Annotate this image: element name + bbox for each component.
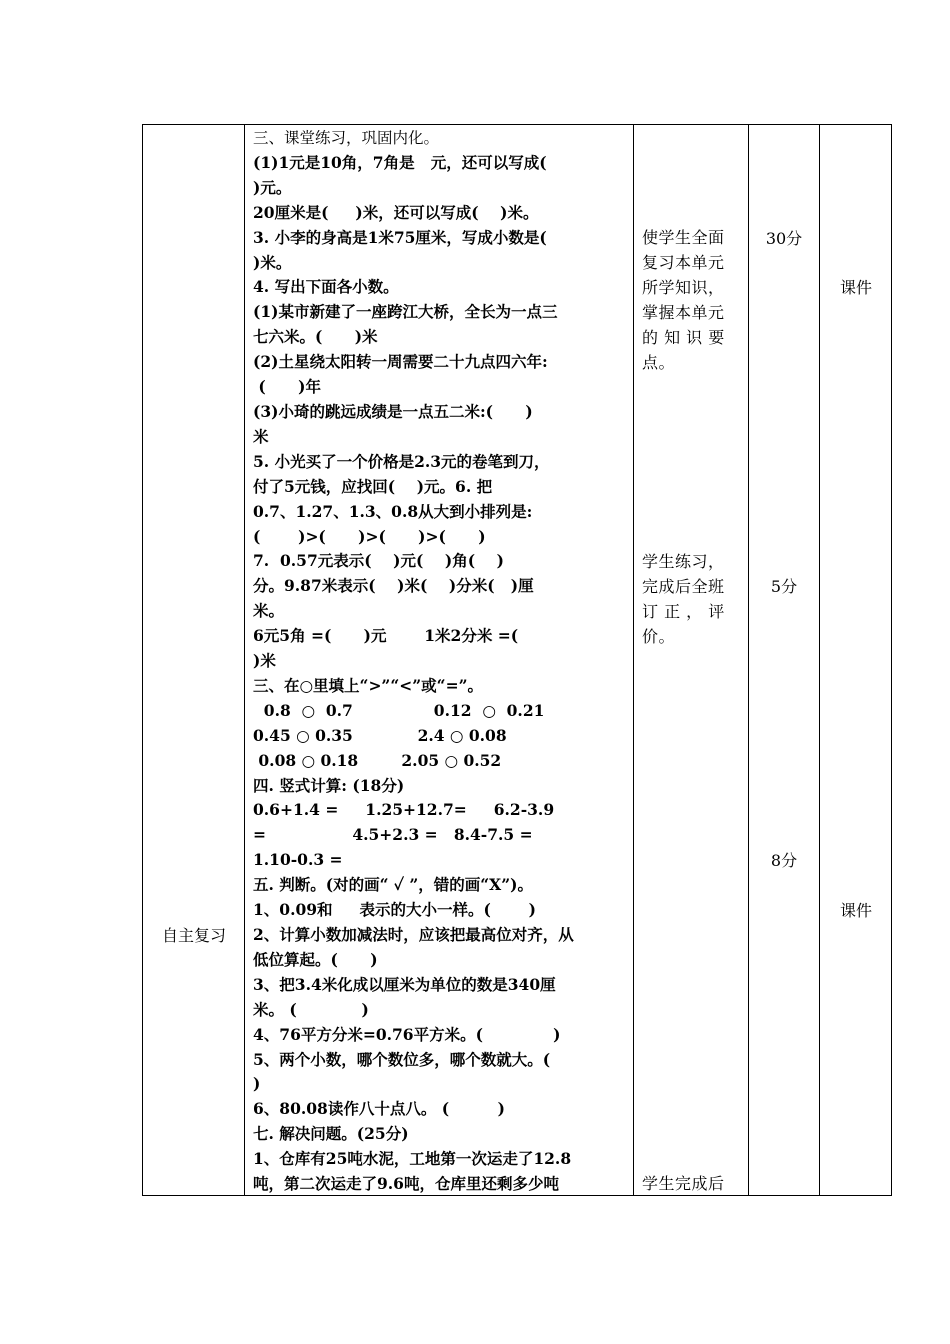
content-line: (3)小琦的跳远成绩是一点五二米:( ): [253, 401, 533, 421]
content-line: 1、仓库有25吨水泥，工地第一次运走了12.8: [253, 1149, 572, 1169]
media-courseware: 课件: [839, 901, 872, 920]
content-line: ): [253, 1074, 261, 1094]
content-line: 米。 ( ): [253, 999, 369, 1019]
content-line: 三、课堂练习，巩固内化。: [253, 129, 440, 147]
column-divider: [748, 125, 749, 1195]
purpose-line: 订 正 ， 评: [642, 602, 725, 621]
exercise-content: [253, 126, 625, 1197]
content-line: 分。9.87米表示( )米( )分米( )厘: [253, 576, 534, 596]
content-line: 米。: [253, 601, 285, 621]
time-8: 8分: [770, 851, 798, 870]
content-line: 4、76平方分米=0.76平方米。( ): [253, 1024, 561, 1044]
purpose-line: 完成后全班: [642, 577, 725, 596]
content-line: ( )>( )>( )>( ): [253, 526, 486, 546]
content-line: 吨，第二次运走了9.6吨，仓库里还剩多少吨: [253, 1174, 559, 1194]
content-line: 米: [253, 426, 269, 446]
content-line: )米。: [253, 252, 292, 272]
content-line: 5. 小光买了一个价格是2.3元的卷笔到刀，: [253, 451, 550, 471]
purpose-line: 掌握本单元: [642, 303, 725, 322]
purpose-line: 点。: [642, 353, 676, 372]
time-30: 30分: [765, 229, 803, 248]
content-line: 2、计算小数加减法时，应该把最高位对齐，从: [253, 925, 574, 944]
content-line: (2)土星绕太阳转一周需要二十九点四六年:: [253, 352, 548, 372]
content-line: 七六米。( )米: [253, 327, 378, 347]
content-line: 付了5元钱，应找回( )元。6. 把: [253, 476, 493, 496]
purpose-line: 价。: [642, 627, 676, 646]
content-line: (1)某市新建了一座跨江大桥，全长为一点三: [253, 302, 558, 322]
content-line: 七. 解决问题。(25分): [253, 1124, 409, 1144]
content-line: 6、80.08读作八十点八。 ( ): [253, 1099, 505, 1119]
content-line: 四. 竖式计算: (18分): [253, 775, 405, 795]
column-divider: [633, 125, 634, 1195]
purpose-line: 学生练习，: [642, 552, 725, 571]
content-line: )元。: [253, 177, 292, 197]
content-line: 6元5角 =( )元 1米2分米 =(: [253, 626, 519, 646]
purpose-block-complete: [642, 1171, 742, 1196]
content-line: 0.45 ○ 0.35 2.4 ○ 0.08: [253, 725, 507, 745]
content-line: (1)1元是10角，7角是 元，还可以写成(: [253, 152, 547, 172]
column-divider: [244, 125, 245, 1195]
purpose-line: 所学知识，: [642, 278, 725, 297]
content-line: 1.10-0.3 =: [253, 850, 343, 870]
content-line: 三、在○里填上“>”“<”或“=”。: [253, 675, 483, 695]
content-line: 4. 写出下面各小数。: [253, 277, 399, 297]
content-line: 5、两个小数，哪个数位多，哪个数就大。(: [253, 1049, 551, 1069]
phase-label: 自主复习: [161, 926, 226, 945]
purpose-line: 使学生全面: [642, 228, 725, 247]
content-line: 1、0.09和 表示的大小一样。( ): [253, 900, 536, 920]
purpose-line: 学生完成后: [642, 1174, 725, 1193]
purpose-line: 的 知 识 要: [642, 328, 725, 347]
content-line: 3、把3.4米化成以厘米为单位的数是340厘: [253, 974, 556, 994]
content-line: 0.7、1.27、1.3、0.8从大到小排列是:: [253, 501, 533, 521]
media-courseware: 课件: [839, 278, 872, 297]
content-line: 20厘米是( )米，还可以写成( )米。: [253, 202, 539, 222]
content-line: 低位算起。( ): [253, 949, 378, 969]
content-line: ( )年: [253, 377, 321, 397]
content-line: 3. 小李的身高是1米75厘米，写成小数是(: [253, 227, 547, 247]
content-line: )米: [253, 651, 276, 671]
purpose-block-practice: [642, 549, 742, 649]
lesson-plan-table: [142, 124, 892, 1196]
time-5: 5分: [770, 577, 798, 596]
content-line: 7. 0.57元表示( )元( )角( ): [253, 551, 504, 571]
purpose-block-review: [642, 225, 742, 375]
content-line: 0.8 ○ 0.7 0.12 ○ 0.21: [253, 700, 545, 720]
purpose-line: 复习本单元: [642, 253, 725, 272]
content-line: 0.08 ○ 0.18 2.05 ○ 0.52: [253, 750, 502, 770]
content-line: = 4.5+2.3 = 8.4-7.5 =: [253, 825, 533, 845]
content-line: 五. 判断。(对的画“ ✓ ”，错的画“X”)。: [253, 875, 533, 895]
content-line: 0.6+1.4 = 1.25+12.7= 6.2-3.9: [253, 800, 555, 820]
